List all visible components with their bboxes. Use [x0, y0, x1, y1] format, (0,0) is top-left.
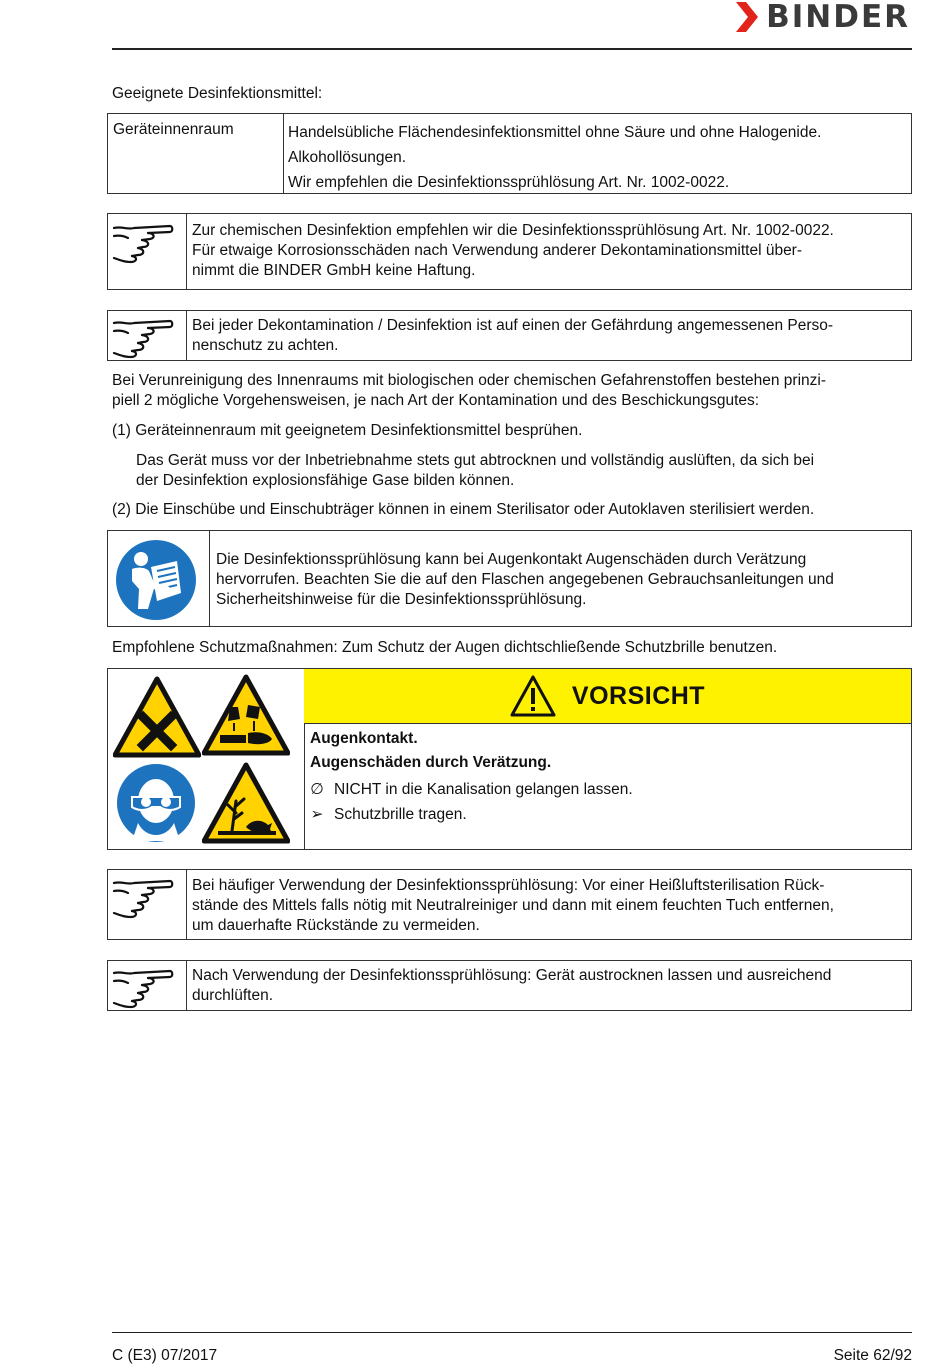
note-line: um dauerhafte Rückstände zu vermeiden. — [192, 917, 480, 934]
harmful-hazard-icon — [113, 675, 201, 759]
caution-item — [310, 802, 633, 827]
note-box-4 — [107, 960, 912, 1011]
arrow-bullet-icon: ➢ — [310, 805, 324, 823]
caution-title: VORSICHT — [571, 682, 706, 710]
note-line: Nach Verwendung der Desinfektionssprühlösung: Gerät austrocknen lassen und ausreichend — [192, 967, 832, 984]
footer-page-number: Seite 62/92 — [833, 1347, 912, 1364]
paragraph-line: piell 2 mögliche Vorgehensweisen, je nach Art der Kontamination und des Beschickungsgutes: — [112, 392, 760, 409]
corrosive-hazard-icon — [202, 673, 290, 757]
footer-doc-ref: C (E3) 07/2017 — [112, 1347, 218, 1364]
read-manual-sign-icon — [115, 539, 197, 621]
paragraph-line: Bei Verunreinigung des Innenraums mit biologischen oder chemischen Gefahrenstoffen bestehen prinzi- — [112, 372, 827, 389]
manual-note-text — [216, 550, 834, 610]
caution-heading-2: Augenschäden durch Verätzung. — [310, 754, 552, 771]
caution-item — [310, 777, 633, 802]
table-line: Wir empfehlen die Desinfektionssprühlösung Art. Nr. 1002-0022. — [288, 174, 730, 191]
step-2: (2) Die Einschübe und Einschubträger können in einem Sterilisator oder Autoklaven sterilisiert werden. — [112, 501, 815, 518]
caution-heading-1: Augenkontakt. — [310, 730, 418, 747]
table-content — [288, 120, 821, 195]
note-line: stände des Mittels falls nötig mit Neutralreiniger und dann mit einem feuchten Tuch entfernen, — [192, 897, 834, 914]
pointing-hand-icon — [112, 315, 174, 359]
note-line: durchlüften. — [192, 987, 273, 1004]
caution-banner — [304, 669, 911, 724]
note-line: Zur chemischen Desinfektion empfehlen wir die Desinfektionssprühlösung Art. Nr. 1002-0022. — [192, 222, 834, 239]
detail-line: der Desinfektion explosionsfähige Gase bilden können. — [136, 472, 515, 489]
note-line: Die Desinfektionssprühlösung kann bei Augenkontakt Augenschäden durch Verätzung — [216, 551, 807, 568]
intro-heading: Geeignete Desinfektionsmittel: — [112, 85, 323, 102]
note-line: Bei häufiger Verwendung der Desinfektionssprühlösung: Vor einer Heißluftsterilisation Rück- — [192, 877, 825, 894]
pointing-hand-icon — [112, 875, 174, 919]
prohibition-icon: ∅ — [310, 780, 324, 798]
step-1: (1) Geräteinnenraum mit geeignetem Desinfektionsmittel besprühen. — [112, 422, 583, 439]
note-3-text — [192, 876, 834, 936]
note-line: hervorrufen. Beachten Sie die auf den Flaschen angegebenen Gebrauchsanleitungen und — [216, 571, 834, 588]
footer-rule — [112, 1332, 912, 1333]
table-divider — [283, 114, 284, 193]
note-line: Sicherheitshinweise für die Desinfektionssprühlösung. — [216, 591, 587, 608]
disinfectant-table — [107, 113, 912, 194]
note-1-text — [192, 221, 834, 281]
eye-protection-sign-icon — [116, 763, 196, 843]
caution-box — [107, 668, 912, 850]
binder-logo-mark-icon — [736, 2, 758, 32]
note-box-1 — [107, 213, 912, 290]
note-line: nimmt die BINDER GmbH keine Haftung. — [192, 262, 476, 279]
binder-logo — [736, 0, 910, 35]
table-line: Alkohollösungen. — [288, 149, 407, 166]
environment-hazard-icon — [202, 761, 290, 845]
step-1-detail — [136, 451, 912, 491]
header-rule — [112, 48, 912, 50]
note-box-3 — [107, 869, 912, 940]
detail-line: Das Gerät muss vor der Inbetriebnahme stets gut abtrocknen und vollständig auslüften, da sich bei — [136, 452, 815, 469]
note-line: Bei jeder Dekontamination / Desinfektion ist auf einen der Gefährdung angemessenen Perso- — [192, 317, 834, 334]
table-label: Geräteinnenraum — [113, 121, 234, 138]
note-box-2 — [107, 310, 912, 361]
note-line: Für etwaige Korrosionsschäden nach Verwendung anderer Dekontaminationsmittel über- — [192, 242, 803, 259]
table-line: Handelsübliche Flächendesinfektionsmittel ohne Säure und ohne Halogenide. — [288, 124, 822, 141]
pointing-hand-icon — [112, 965, 174, 1009]
caution-list — [310, 777, 633, 827]
note-4-text — [192, 966, 831, 1006]
pointing-hand-icon — [112, 220, 174, 264]
contamination-paragraph — [112, 371, 912, 411]
warning-triangle-icon — [510, 674, 556, 718]
brand-name: BINDER — [766, 0, 910, 35]
caution-item-text: Schutzbrille tragen. — [334, 805, 467, 823]
note-line: nenschutz zu achten. — [192, 337, 339, 354]
recommendation-text: Empfohlene Schutzmaßnahmen: Zum Schutz der Augen dichtschließende Schutzbrille benutzen. — [112, 639, 778, 656]
manual-note-box — [107, 530, 912, 627]
caution-item-text: NICHT in die Kanalisation gelangen lassen. — [334, 780, 633, 798]
note-2-text — [192, 316, 833, 356]
